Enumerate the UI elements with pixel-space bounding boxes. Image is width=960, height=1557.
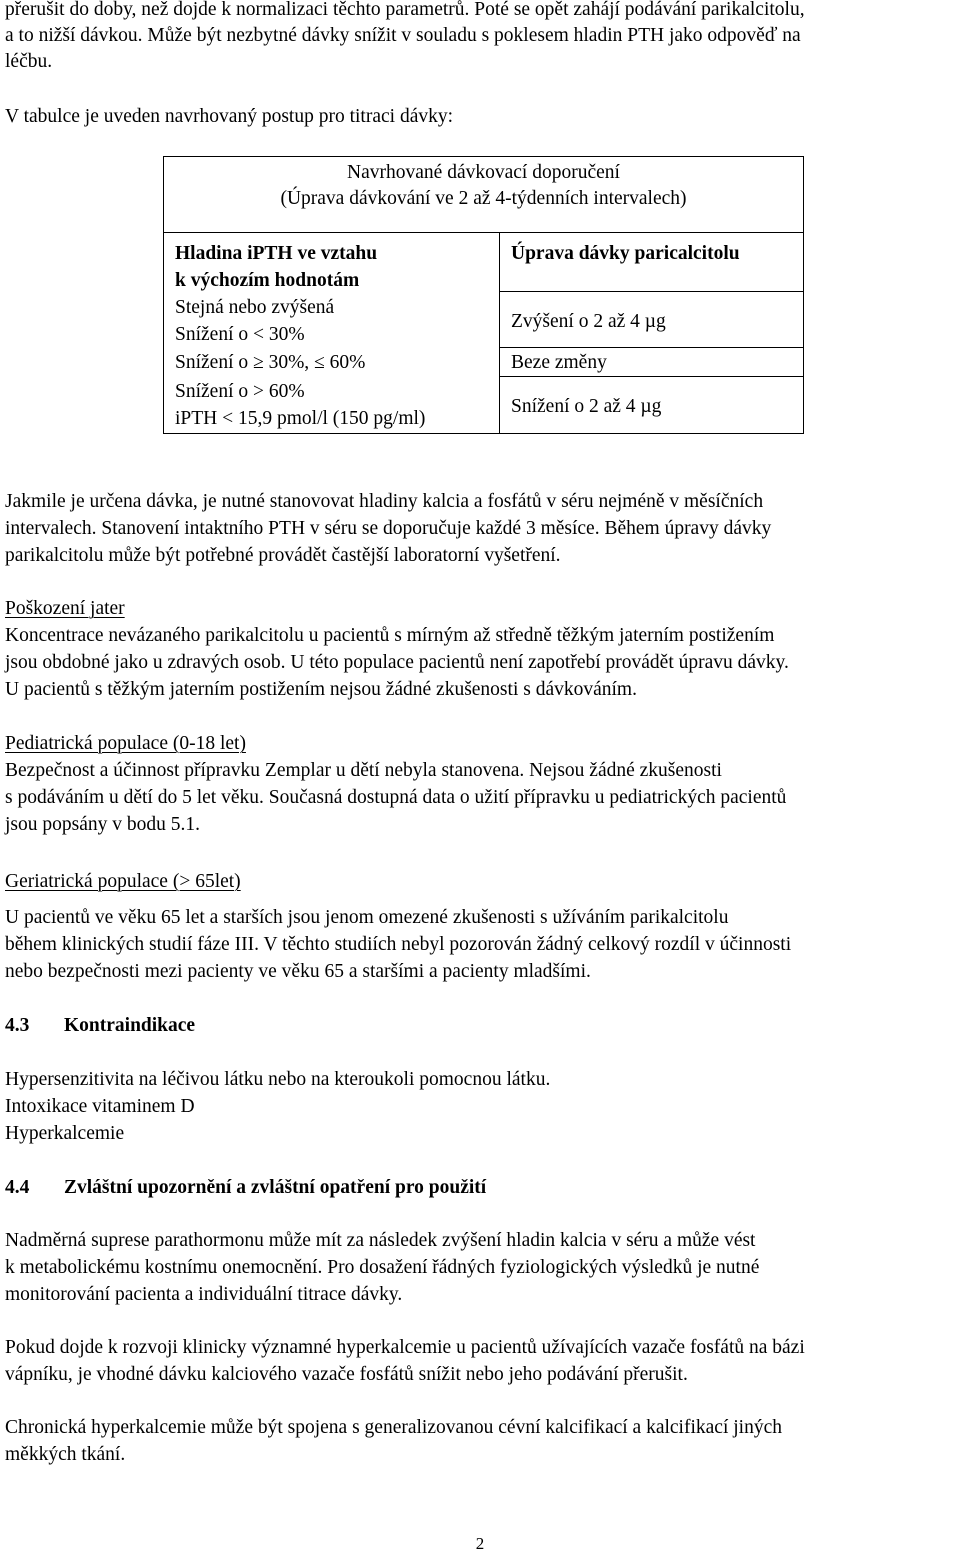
table-title: Navrhované dávkovací doporučení (347, 162, 620, 183)
row3-left-line2: iPTH < 15,9 pmol/l (150 pg/ml) (175, 408, 426, 429)
row2-right: Beze změny (511, 352, 607, 373)
header-row-divider (499, 291, 803, 292)
contraindication-3: Hyperkalcemie (5, 1123, 125, 1144)
pediatric-heading: Pediatrická populace (0-18 let) (5, 733, 246, 754)
section-44-title: Zvláštní upozornění a zvláštní opatření pro použití (64, 1177, 487, 1198)
row1-left-line2: Snížení o < 30% (175, 324, 305, 345)
intro-line-1: přerušit do doby, než dojde k normalizaci těchto parametrů. Poté se opět zahájí podávání parikalcitolu, (5, 0, 805, 20)
warning-p2-line-2: vápníku, je vhodné dávku kalciového vazače fosfátů snížit nebo jeho podávání přerušit. (5, 1364, 688, 1385)
intro-line-3: léčbu. (5, 51, 53, 72)
geriatric-line-1: U pacientů ve věku 65 let a starších jsou jenom omezené zkušenosti s užíváním parikalcitolu (5, 907, 729, 928)
section-43-number: 4.3 (5, 1015, 30, 1036)
row3-left-line1: Snížení o > 60% (175, 381, 305, 402)
col1-header-line2: k výchozím hodnotám (175, 270, 360, 291)
geriatric-line-3: nebo bezpečnosti mezi pacienty ve věku 65 a staršími a pacienty mladšími. (5, 961, 591, 982)
after-table-line-2: intervalech. Stanovení intaktního PTH v séru se doporučuje každé 3 měsíce. Během úpravy dávky (5, 518, 772, 539)
pediatric-line-3: jsou popsány v bodu 5.1. (5, 814, 200, 835)
pediatric-line-2: s podáváním u dětí do 5 let věku. Současná dostupná data o užití přípravku u pediatrických pacientů (5, 787, 787, 808)
contraindication-1: Hypersenzitivita na léčivou látku nebo na kteroukoli pomocnou látku. (5, 1069, 551, 1090)
row2-left: Snížení o ≥ 30%, ≤ 60% (175, 352, 366, 373)
after-table-line-1: Jakmile je určena dávka, je nutné stanovovat hladiny kalcia a fosfátů v séru nejméně v měsíčních (5, 491, 764, 512)
row2-divider (499, 376, 803, 377)
contraindication-2: Intoxikace vitaminem D (5, 1096, 195, 1117)
geriatric-line-2: během klinických studií fáze III. V těchto studiích nebyl pozorován žádný celkový rozdíl v účinnosti (5, 934, 792, 955)
intro-line-2: a to nižší dávkou. Může být nezbytné dávky snížit v souladu s poklesem hladin PTH jako odpověď na (5, 25, 801, 46)
table-divider (164, 232, 803, 233)
dosing-table (163, 156, 804, 434)
liver-line-3: U pacientů s těžkým jaterním postižením nejsou žádné zkušenosti s dávkováním. (5, 679, 637, 700)
row1-divider (499, 347, 803, 348)
col1-header-line1: Hladina iPTH ve vztahu (175, 243, 378, 264)
row3-right: Snížení o 2 až 4 µg (511, 396, 662, 417)
warning-p1-line-2: k metabolickému kostnímu onemocnění. Pro dosažení řádných fyziologických výsledků je nutné (5, 1257, 760, 1278)
section-44-number: 4.4 (5, 1177, 30, 1198)
warning-p1-line-1: Nadměrná suprese parathormonu může mít za následek zvýšení hladin kalcia v séru a může vést (5, 1230, 756, 1251)
table-column-divider (499, 232, 500, 433)
table-intro: V tabulce je uveden navrhovaný postup pro titraci dávky: (5, 106, 454, 127)
page-number: 2 (475, 1534, 485, 1553)
liver-line-2: jsou obdobné jako u zdravých osob. U této populace pacientů není zapotřebí provádět úpravu dávky. (5, 652, 789, 673)
warning-p3-line-1: Chronická hyperkalcemie může být spojena s generalizovanou cévní kalcifikací a kalcifikací jiných (5, 1417, 782, 1438)
geriatric-heading: Geriatrická populace (> 65let) (5, 871, 241, 892)
section-43-title: Kontraindikace (64, 1015, 196, 1036)
liver-heading: Poškození jater (5, 598, 125, 619)
pediatric-line-1: Bezpečnost a účinnost přípravku Zemplar u dětí nebyla stanovena. Nejsou žádné zkušenosti (5, 760, 722, 781)
after-table-line-3: parikalcitolu může být potřebné provádět častější laboratorní vyšetření. (5, 545, 561, 566)
table-subtitle: (Úprava dávkování ve 2 až 4-týdenních intervalech) (280, 188, 687, 209)
row1-right: Zvýšení o 2 až 4 µg (511, 311, 666, 332)
col2-header: Úprava dávky paricalcitolu (511, 243, 740, 264)
row1-left-line1: Stejná nebo zvýšená (175, 297, 335, 318)
warning-p3-line-2: měkkých tkání. (5, 1444, 126, 1465)
warning-p1-line-3: monitorování pacienta a individuální titrace dávky. (5, 1284, 403, 1305)
warning-p2-line-1: Pokud dojde k rozvoji klinicky významné hyperkalcemie u pacientů užívajících vazače fosfátů na bázi (5, 1337, 805, 1358)
liver-line-1: Koncentrace nevázaného parikalcitolu u pacientů s mírným až středně těžkým jaterním postižením (5, 625, 775, 646)
